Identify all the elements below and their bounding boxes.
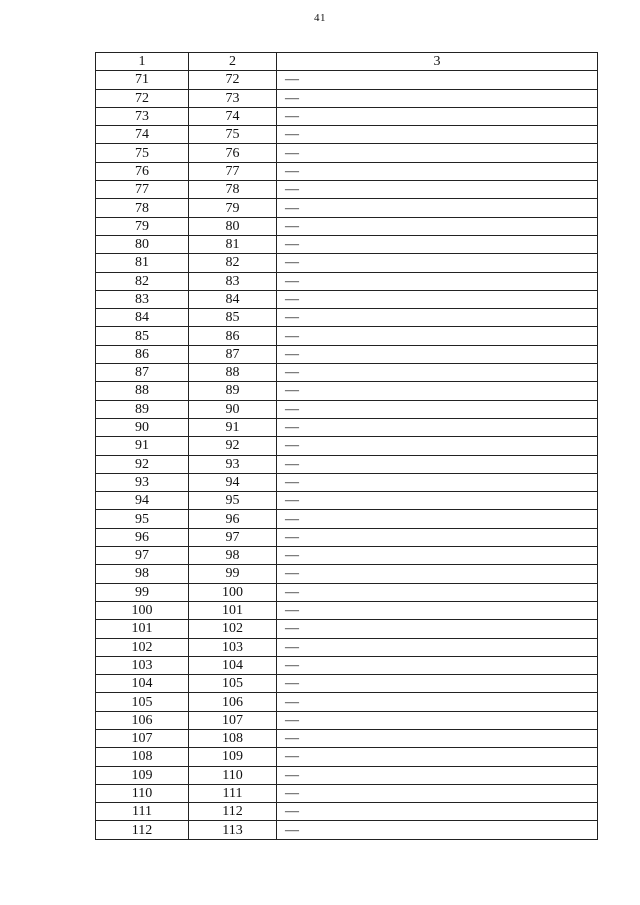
table-cell-col-3 (277, 528, 598, 546)
dash-value: — (285, 511, 299, 527)
table-row (96, 162, 598, 180)
table-row (96, 510, 598, 528)
table-cell-col-2: 94 (189, 473, 277, 491)
table-row (96, 89, 598, 107)
table-cell-col-2: 104 (189, 656, 277, 674)
table-cell-col-3 (277, 803, 598, 821)
table-cell-col-1: 111 (96, 803, 189, 821)
table-cell-col-2: 108 (189, 729, 277, 747)
table-cell-col-1: 72 (96, 89, 189, 107)
table-cell-col-1: 108 (96, 748, 189, 766)
table-cell-col-3 (277, 235, 598, 253)
table-row (96, 528, 598, 546)
table-cell-col-2: 82 (189, 254, 277, 272)
table-row (96, 382, 598, 400)
table-cell-col-1: 100 (96, 601, 189, 619)
table-cell-col-1: 81 (96, 254, 189, 272)
table-cell-col-2: 105 (189, 675, 277, 693)
dash-value: — (285, 603, 299, 619)
table-cell-col-3 (277, 217, 598, 235)
table-cell-col-3 (277, 675, 598, 693)
table-row (96, 437, 598, 455)
table-cell-col-1: 85 (96, 327, 189, 345)
dash-value: — (285, 182, 299, 198)
dash-value: — (285, 584, 299, 600)
table-cell-col-1: 73 (96, 107, 189, 125)
table-cell-col-3 (277, 784, 598, 802)
dash-value: — (285, 694, 299, 710)
table-cell-col-2: 88 (189, 364, 277, 382)
table-cell-col-2: 102 (189, 620, 277, 638)
table-cell-col-1: 103 (96, 656, 189, 674)
dash-value: — (285, 292, 299, 307)
table-row (96, 638, 598, 656)
dash-value: — (285, 822, 299, 838)
table-cell-col-3 (277, 510, 598, 528)
table-body (96, 71, 598, 839)
dash-value: — (285, 145, 299, 161)
table-cell-col-2: 77 (189, 162, 277, 180)
column-header-2: 2 (189, 53, 277, 71)
table-cell-col-2: 90 (189, 400, 277, 418)
table-cell-col-1: 93 (96, 473, 189, 491)
dash-value: — (285, 346, 299, 362)
table-cell-col-2: 79 (189, 199, 277, 217)
table-row (96, 656, 598, 674)
table-cell-col-3 (277, 162, 598, 180)
table-row (96, 418, 598, 436)
table-cell-col-1: 102 (96, 638, 189, 656)
dash-value: — (285, 474, 299, 490)
table-cell-col-2: 95 (189, 492, 277, 510)
table-cell-col-2: 100 (189, 583, 277, 601)
dash-value: — (285, 529, 299, 545)
table-cell-col-2: 113 (189, 821, 277, 839)
table-row (96, 711, 598, 729)
table-row (96, 473, 598, 491)
table-cell-col-2: 76 (189, 144, 277, 162)
table-cell-col-3 (277, 583, 598, 601)
table-cell-col-1: 88 (96, 382, 189, 400)
dash-value: — (285, 365, 299, 381)
table-cell-col-2: 84 (189, 290, 277, 308)
table-cell-col-2: 101 (189, 601, 277, 619)
column-header-3: 3 (277, 53, 598, 71)
table-cell-col-1: 84 (96, 309, 189, 327)
table-cell-col-3 (277, 638, 598, 656)
table-cell-col-3 (277, 382, 598, 400)
table-row (96, 126, 598, 144)
table-cell-col-1: 80 (96, 235, 189, 253)
table-cell-col-1: 107 (96, 729, 189, 747)
header-row (96, 53, 598, 71)
table-cell-col-2: 111 (189, 784, 277, 802)
table-cell-col-3 (277, 126, 598, 144)
table-cell-col-2: 85 (189, 309, 277, 327)
table-row (96, 107, 598, 125)
table-cell-col-3 (277, 364, 598, 382)
table-cell-col-2: 103 (189, 638, 277, 656)
table-cell-col-1: 104 (96, 675, 189, 693)
table-cell-col-3 (277, 565, 598, 583)
table-cell-col-1: 74 (96, 126, 189, 144)
table-cell-col-1: 94 (96, 492, 189, 510)
table-cell-col-3 (277, 601, 598, 619)
table-row (96, 199, 598, 217)
dash-value: — (285, 328, 299, 344)
table-cell-col-1: 96 (96, 528, 189, 546)
table-row (96, 583, 598, 601)
table-cell-col-3 (277, 821, 598, 839)
table-cell-col-1: 77 (96, 181, 189, 199)
dash-value: — (285, 310, 299, 326)
table-cell-col-2: 106 (189, 693, 277, 711)
table-cell-col-2: 73 (189, 89, 277, 107)
table-cell-col-2: 87 (189, 345, 277, 363)
table-cell-col-2: 98 (189, 547, 277, 565)
table-cell-col-1: 98 (96, 565, 189, 583)
dash-value: — (285, 200, 299, 216)
table-cell-col-1: 86 (96, 345, 189, 363)
table-cell-col-3 (277, 729, 598, 747)
dash-value: — (285, 218, 299, 234)
table-row (96, 181, 598, 199)
table-cell-col-1: 92 (96, 455, 189, 473)
table-cell-col-2: 96 (189, 510, 277, 528)
dash-value: — (285, 72, 299, 88)
dash-value: — (285, 767, 299, 783)
table-cell-col-1: 83 (96, 290, 189, 308)
dash-value: — (285, 383, 299, 399)
dash-value: — (285, 438, 299, 454)
dash-value: — (285, 731, 299, 747)
dash-value: — (285, 90, 299, 106)
dash-value: — (285, 493, 299, 509)
table-row (96, 217, 598, 235)
table-cell-col-2: 99 (189, 565, 277, 583)
table-row (96, 547, 598, 565)
table-cell-col-3 (277, 309, 598, 327)
dash-value: — (285, 786, 299, 802)
table-cell-col-3 (277, 437, 598, 455)
table-row (96, 729, 598, 747)
table-cell-col-1: 90 (96, 418, 189, 436)
dash-value: — (285, 566, 299, 582)
table-cell-col-2: 110 (189, 766, 277, 784)
table-cell-col-2: 92 (189, 437, 277, 455)
table-row (96, 455, 598, 473)
dash-value: — (285, 420, 299, 436)
table-cell-col-3 (277, 418, 598, 436)
table-cell-col-3 (277, 199, 598, 217)
table-cell-col-3 (277, 455, 598, 473)
table-cell-col-3 (277, 748, 598, 766)
dash-value: — (285, 456, 299, 472)
table-cell-col-3 (277, 144, 598, 162)
table-cell-col-3 (277, 327, 598, 345)
table-row (96, 693, 598, 711)
table-cell-col-3 (277, 400, 598, 418)
table-cell-col-1: 110 (96, 784, 189, 802)
table-cell-col-3 (277, 89, 598, 107)
table-cell-col-1: 91 (96, 437, 189, 455)
table-cell-col-3 (277, 254, 598, 272)
table-cell-col-2: 93 (189, 455, 277, 473)
table-cell-col-1: 78 (96, 199, 189, 217)
table-row (96, 821, 598, 839)
table-row (96, 144, 598, 162)
table-cell-col-1: 76 (96, 162, 189, 180)
dash-value: — (285, 163, 299, 179)
dash-value: — (285, 255, 299, 271)
table-row (96, 784, 598, 802)
table-cell-col-3 (277, 181, 598, 199)
table-row (96, 254, 598, 272)
table-cell-col-1: 87 (96, 364, 189, 382)
dash-value: — (285, 676, 299, 692)
table-cell-col-2: 78 (189, 181, 277, 199)
dash-value: — (285, 273, 299, 289)
dash-value: — (285, 804, 299, 820)
table-row (96, 803, 598, 821)
table-cell-col-3 (277, 711, 598, 729)
table-cell-col-1: 112 (96, 821, 189, 839)
table-cell-col-3 (277, 547, 598, 565)
table-cell-col-2: 97 (189, 528, 277, 546)
table-row (96, 766, 598, 784)
table-row (96, 364, 598, 382)
table-cell-col-3 (277, 693, 598, 711)
table-header (96, 53, 598, 71)
table-cell-col-2: 74 (189, 107, 277, 125)
table-cell-col-3 (277, 492, 598, 510)
table-cell-col-2: 109 (189, 748, 277, 766)
table-row (96, 290, 598, 308)
column-header-1: 1 (96, 53, 189, 71)
table-cell-col-1: 109 (96, 766, 189, 784)
table-cell-col-3 (277, 345, 598, 363)
page-number: 41 (314, 12, 326, 24)
dash-value: — (285, 548, 299, 564)
table-row (96, 309, 598, 327)
table-cell-col-1: 75 (96, 144, 189, 162)
dash-value: — (285, 237, 299, 253)
table-cell-col-2: 86 (189, 327, 277, 345)
table-cell-col-2: 75 (189, 126, 277, 144)
table-row (96, 345, 598, 363)
table-cell-col-2: 72 (189, 71, 277, 89)
table-cell-col-1: 106 (96, 711, 189, 729)
table-cell-col-1: 89 (96, 400, 189, 418)
table-cell-col-2: 112 (189, 803, 277, 821)
dash-value: — (285, 657, 299, 673)
table-row (96, 565, 598, 583)
dash-value: — (285, 401, 299, 417)
dash-value: — (285, 127, 299, 143)
table-cell-col-2: 83 (189, 272, 277, 290)
table-cell-col-1: 82 (96, 272, 189, 290)
table-cell-col-3 (277, 656, 598, 674)
table-cell-col-1: 95 (96, 510, 189, 528)
table-row (96, 492, 598, 510)
table-cell-col-3 (277, 473, 598, 491)
dash-value: — (285, 712, 299, 728)
table-cell-col-3 (277, 272, 598, 290)
table-row (96, 620, 598, 638)
table-row (96, 675, 598, 693)
table-cell-col-3 (277, 766, 598, 784)
table-row (96, 400, 598, 418)
table-cell-col-2: 81 (189, 235, 277, 253)
table-cell-col-3 (277, 71, 598, 89)
table-row (96, 272, 598, 290)
table-cell-col-3 (277, 290, 598, 308)
dash-value: — (285, 109, 299, 125)
table-cell-col-2: 80 (189, 217, 277, 235)
table-row (96, 601, 598, 619)
table-cell-col-2: 91 (189, 418, 277, 436)
table-cell-col-1: 97 (96, 547, 189, 565)
data-table (95, 52, 598, 840)
dash-value: — (285, 639, 299, 655)
table-cell-col-1: 99 (96, 583, 189, 601)
table-row (96, 235, 598, 253)
table-cell-col-3 (277, 620, 598, 638)
table-cell-col-1: 101 (96, 620, 189, 638)
table-row (96, 327, 598, 345)
table-cell-col-1: 105 (96, 693, 189, 711)
table-row (96, 748, 598, 766)
dash-value: — (285, 621, 299, 637)
table-cell-col-2: 89 (189, 382, 277, 400)
dash-value: — (285, 749, 299, 765)
table-row (96, 71, 598, 89)
table-cell-col-1: 79 (96, 217, 189, 235)
table-cell-col-3 (277, 107, 598, 125)
table-cell-col-2: 107 (189, 711, 277, 729)
table-cell-col-1: 71 (96, 71, 189, 89)
